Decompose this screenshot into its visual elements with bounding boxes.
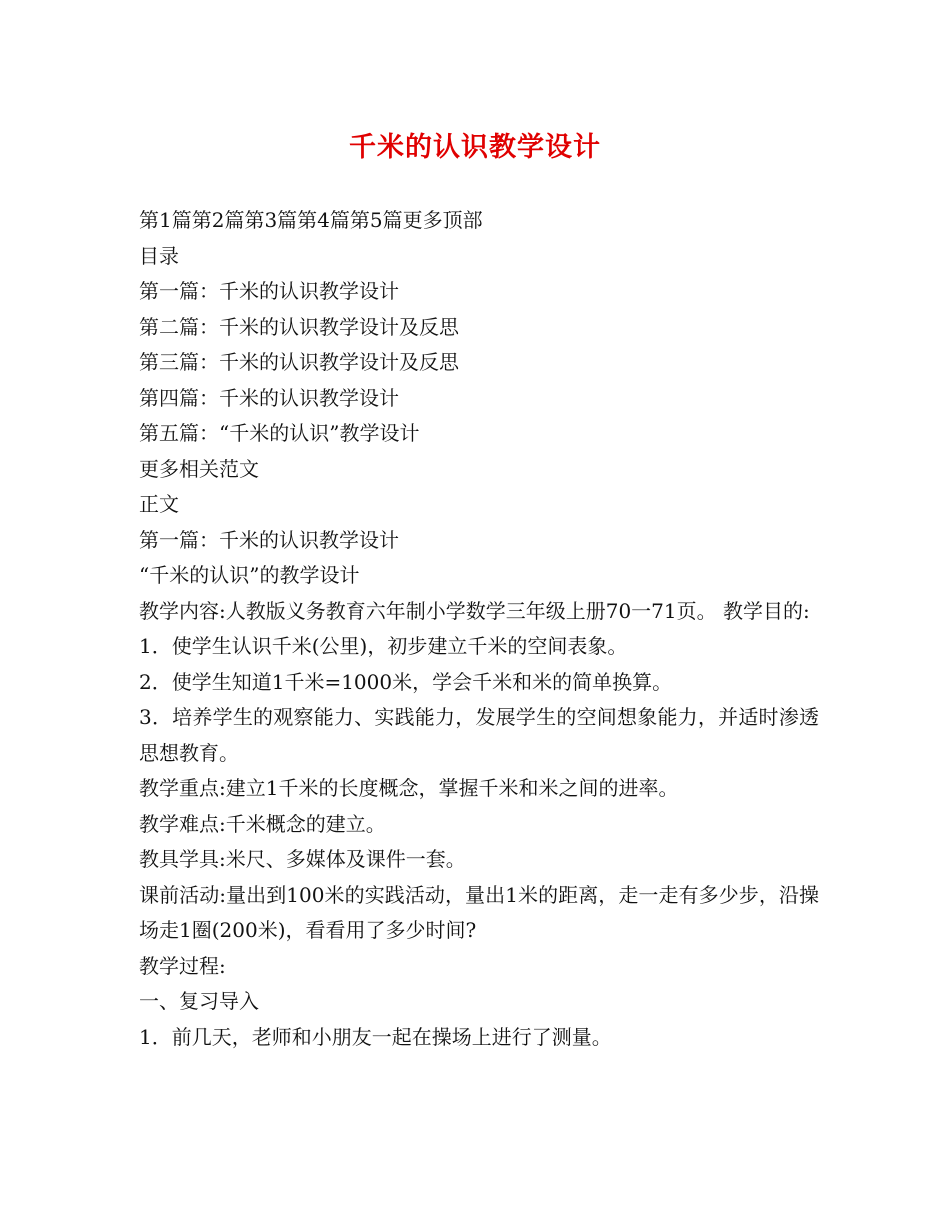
teaching-content: 教学内容:人教版义务教育六年制小学数学三年级上册70一71页。 教学目的: [139, 598, 810, 623]
toc-item: 第四篇：千米的认识教学设计 [139, 385, 399, 410]
step-heading: 一、复习导入 [139, 989, 259, 1013]
toc-item: 第三篇：千米的认识教学设计及反思 [139, 350, 459, 374]
toc-item: 第五篇：“千米的认识”教学设计 [139, 421, 420, 445]
process-heading: 教学过程: [139, 953, 226, 978]
section-title: 第一篇：千米的认识教学设计 [139, 527, 399, 552]
article-nav: 第1篇第2篇第3篇第4篇第5篇更多顶部 [139, 208, 483, 232]
step-item: 1．前几天，老师和小朋友一起在操场上进行了测量。 [139, 1024, 612, 1049]
objective-item: 3．培养学生的观察能力、实践能力，发展学生的空间想象能力，并适时渗透思想教育。 [139, 705, 819, 765]
toc-item: 第二篇：千米的认识教学设计及反思 [139, 314, 459, 339]
difficult-point: 教学难点:千米概念的建立。 [139, 811, 386, 836]
document-body [139, 203, 819, 1055]
toc-heading: 目录 [139, 243, 179, 268]
teaching-aids: 教具学具:米尺、多媒体及课件一套。 [139, 847, 466, 871]
objective-item: 1．使学生认识千米(公里)，初步建立千米的空间表象。 [139, 634, 628, 658]
body-heading: 正文 [139, 492, 179, 516]
pre-class-activity: 课前活动:量出到100米的实践活动，量出1米的距离，走一走有多少步，沿操场走1圈(200米)，看看用了多少时间? [139, 882, 819, 942]
toc-item: 第一篇：千米的认识教学设计 [139, 279, 399, 303]
key-point: 教学重点:建立1千米的长度概念，掌握千米和米之间的进率。 [139, 776, 679, 800]
section-subtitle: “千米的认识”的教学设计 [139, 563, 360, 587]
objective-item: 2．使学生知道1千米=1000米，学会千米和米的简单换算。 [139, 669, 673, 694]
document-title: 千米的认识教学设计 [349, 132, 601, 163]
toc-more: 更多相关范文 [139, 456, 259, 481]
